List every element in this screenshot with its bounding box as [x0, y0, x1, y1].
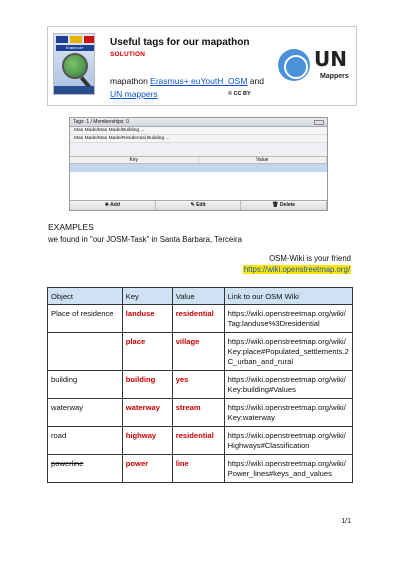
- object-header: Object: [48, 288, 123, 305]
- add-button-label: Add: [110, 202, 120, 208]
- tag-table-header: [70, 156, 327, 164]
- key-cell: waterway: [122, 399, 172, 427]
- edit-icon: ✎: [190, 202, 197, 208]
- table-header-row: [48, 288, 353, 305]
- dialog-titlebar: [70, 118, 327, 127]
- flag-icon: [84, 36, 94, 43]
- value-cell: residential: [172, 305, 224, 333]
- value-column-header: Value: [199, 157, 328, 163]
- dialog-title: Tags: 1 / Memberships: 0: [73, 119, 129, 125]
- value-cell: stream: [172, 399, 224, 427]
- table-row: [48, 333, 353, 371]
- add-button[interactable]: [70, 201, 156, 210]
- mapathon-prefix: mapathon: [110, 76, 151, 86]
- object-cell: powerline: [48, 455, 123, 483]
- un-logo-text: UN: [314, 47, 347, 71]
- erasmus-link[interactable]: Erasmus+ euYoutH_OSM: [150, 76, 248, 86]
- mapathon-line: [110, 76, 264, 86]
- link-cell[interactable]: https://wiki.openstreetmap.org/wiki/Key:waterway: [224, 399, 352, 427]
- selected-tag-row[interactable]: [70, 164, 327, 172]
- table-row: [48, 455, 353, 483]
- license-badge: © CC BY: [228, 91, 251, 97]
- value-cell: line: [172, 455, 224, 483]
- page-number: 1/1: [341, 518, 351, 525]
- wiki-link[interactable]: https://wiki.openstreetmap.org/: [243, 265, 350, 274]
- un-mappers-line: [110, 89, 158, 99]
- un-mappers-link[interactable]: UN mappers: [110, 89, 158, 99]
- key-cell: highway: [122, 427, 172, 455]
- dialog-button-bar: [70, 200, 327, 210]
- solution-label: SOLUTION: [110, 51, 146, 58]
- preset-row[interactable]: Man Made/Man Made/Building ...: [70, 127, 327, 135]
- tag-table-body: [70, 172, 327, 202]
- delete-button[interactable]: [241, 201, 327, 210]
- object-cell: road: [48, 427, 123, 455]
- key-cell: place: [122, 333, 172, 371]
- value-header: Value: [172, 288, 224, 305]
- object-cell: [48, 333, 123, 371]
- object-cell: building: [48, 371, 123, 399]
- link-header: Link to our OSM Wiki: [224, 288, 352, 305]
- plus-icon: ✚: [104, 202, 111, 208]
- key-cell: building: [122, 371, 172, 399]
- wiki-label: OSM-Wiki is your friend: [269, 254, 351, 263]
- link-cell[interactable]: https://wiki.openstreetmap.org/wiki/Key:building#Values: [224, 371, 352, 399]
- document-header: [47, 26, 357, 106]
- edit-button-label: Edit: [196, 202, 206, 208]
- value-cell: residential: [172, 427, 224, 455]
- table-row: [48, 427, 353, 455]
- tags-table: [47, 287, 353, 483]
- link-cell[interactable]: https://wiki.openstreetmap.org/wiki/Highways#Classification: [224, 427, 352, 455]
- delete-button-label: Delete: [280, 202, 296, 208]
- magnifier-globe-icon: [62, 53, 88, 79]
- value-cell: yes: [172, 371, 224, 399]
- josm-tags-dialog: [69, 117, 328, 211]
- trash-icon: 🗑: [272, 202, 281, 208]
- examples-text: we found in "our JOSM-Task" in Santa Barbara, Terceira: [48, 235, 242, 244]
- edit-button[interactable]: [156, 201, 242, 210]
- mapathon-suffix: and: [247, 76, 264, 86]
- value-cell: village: [172, 333, 224, 371]
- erasmus-logo: [53, 33, 95, 95]
- key-cell: landuse: [122, 305, 172, 333]
- table-row: [48, 399, 353, 427]
- key-cell: power: [122, 455, 172, 483]
- eu-flag-icon: [56, 36, 68, 43]
- preset-row[interactable]: Man Made/Man Made/Residential Building ...: [70, 135, 327, 143]
- logo-band: [54, 86, 94, 94]
- window-controls-icon[interactable]: [314, 120, 324, 125]
- flag-icon: [70, 36, 82, 43]
- table-row: [48, 371, 353, 399]
- un-emblem-icon: [278, 49, 310, 81]
- object-cell: Place of residence: [48, 305, 123, 333]
- un-mappers-label: Mappers: [320, 73, 349, 80]
- page-title: Useful tags for our mapathon: [110, 37, 250, 48]
- link-cell[interactable]: https://wiki.openstreetmap.org/wiki/Key:place#Populated_settlements.2C_urban_and_rural: [224, 333, 352, 371]
- object-cell: waterway: [48, 399, 123, 427]
- table-row: [48, 305, 353, 333]
- key-header: Key: [122, 288, 172, 305]
- erasmus-label: Erasmus+: [56, 45, 94, 51]
- link-cell[interactable]: https://wiki.openstreetmap.org/wiki/Tag:landuse%3Dresidential: [224, 305, 352, 333]
- key-column-header: Key: [70, 157, 199, 163]
- examples-heading: EXAMPLES: [48, 222, 94, 232]
- link-cell[interactable]: https://wiki.openstreetmap.org/wiki/Power_lines#keys_and_values: [224, 455, 352, 483]
